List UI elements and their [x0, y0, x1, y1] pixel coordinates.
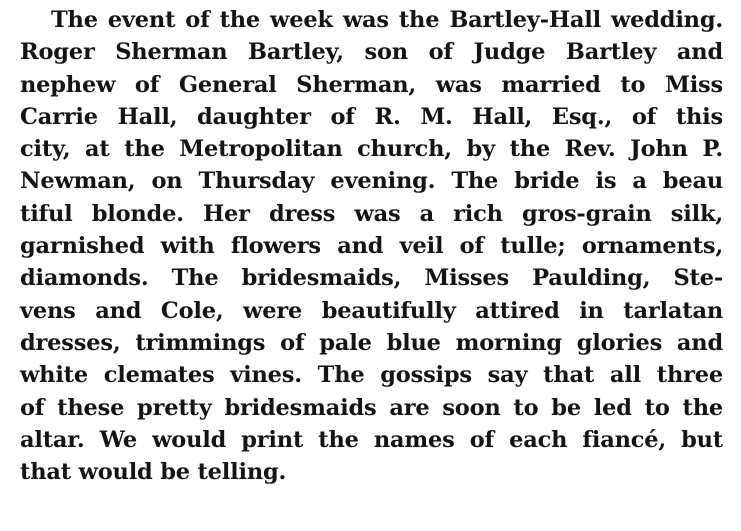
text-line: Roger Sherman Bartley, son of Judge Bartley and	[20, 39, 723, 66]
text-line: that would be telling.	[20, 459, 287, 486]
text-line: The event of the week was the Bartley-Hall wedding.	[51, 7, 723, 33]
text-line: altar. We would print the names of each fiancé, but	[20, 426, 723, 453]
text-line: white clemates vines. The gossips say that all three	[20, 362, 723, 389]
text-line: Carrie Hall, daughter of R. M. Hall, Esq., of this	[20, 103, 723, 130]
text-line: diamonds. The bridesmaids, Misses Paulding, Ste-	[20, 265, 723, 292]
text-line: of these pretty bridesmaids are soon to be led to the	[20, 394, 723, 421]
text-line: dresses, trimmings of pale blue morning glories and	[20, 329, 723, 356]
text-line: garnished with flowers and veil of tulle; ornaments,	[20, 233, 723, 260]
text-line: vens and Cole, were beautifully attired in tarlatan	[20, 297, 723, 324]
text-line: nephew of General Sherman, was married to Miss	[20, 71, 723, 98]
text-line: city, at the Metropolitan church, by the Rev. John P.	[20, 136, 723, 163]
text-line: Newman, on Thursday evening. The bride is a beau	[20, 168, 723, 195]
text-line: tiful blonde. Her dress was a rich gros-grain silk,	[20, 200, 723, 227]
article-paragraph	[20, 4, 723, 488]
